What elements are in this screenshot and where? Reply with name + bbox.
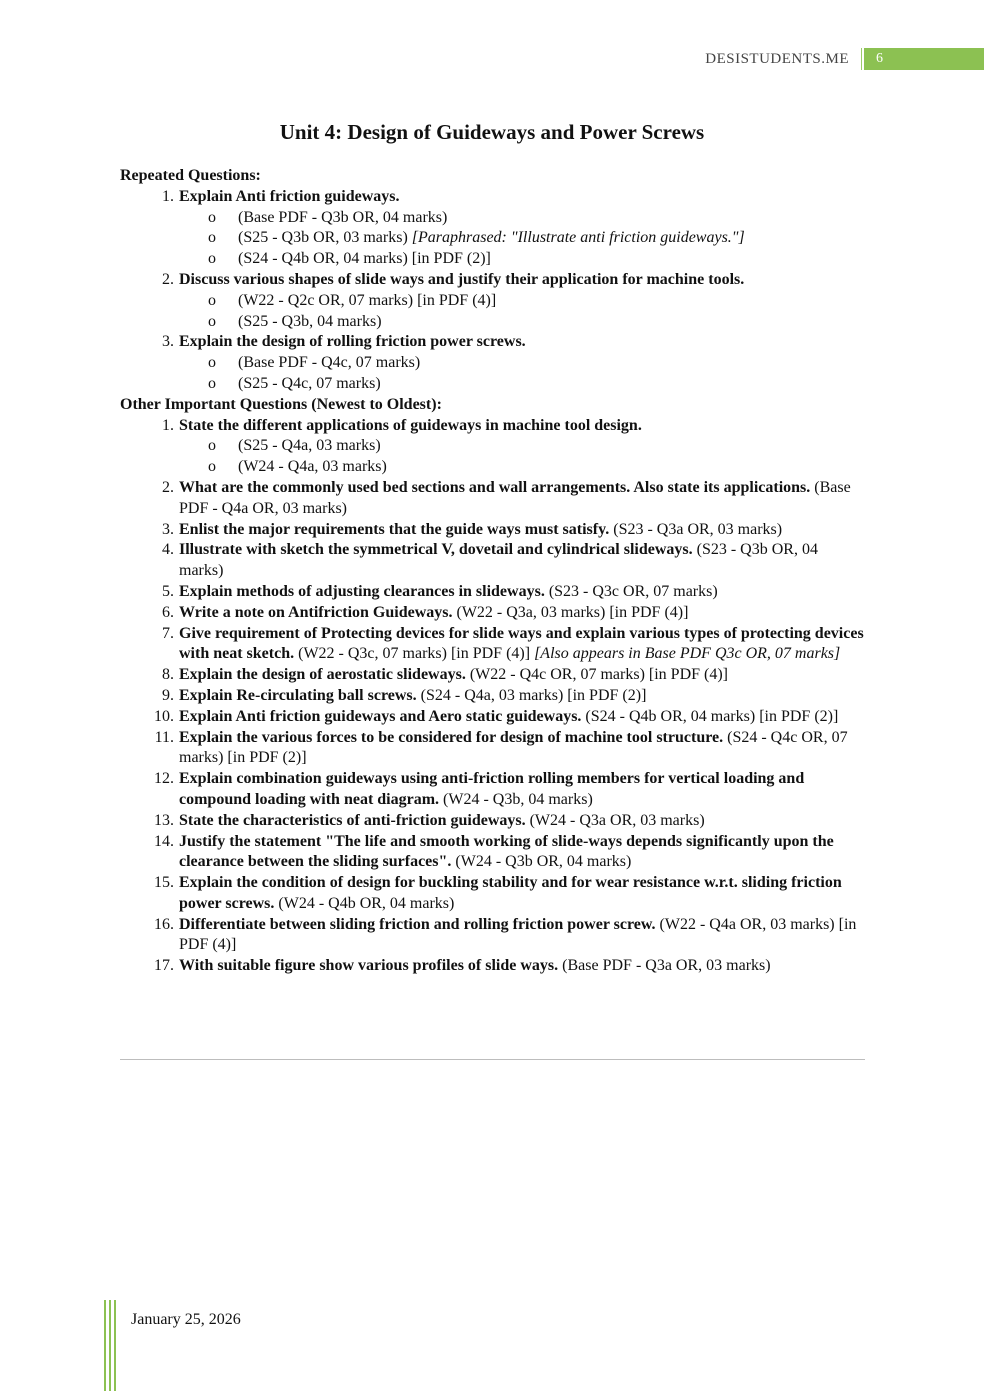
accent-bar [104, 1300, 106, 1391]
bullet-marker: o [208, 437, 216, 455]
question-reference: (S23 - Q3a OR, 03 marks) [609, 520, 783, 538]
question-reference: (Base PDF - Q4a OR, 03 marks) [179, 478, 851, 517]
other-question [120, 520, 865, 541]
question-reference: (W22 - Q4a OR, 03 marks) [in PDF (4)] [179, 915, 857, 954]
question-number: 3. [162, 520, 174, 538]
bullet-marker: o [208, 374, 216, 392]
question-number: 1. [162, 187, 174, 205]
sub-reference [120, 436, 865, 457]
other-question [120, 769, 865, 811]
question-reference: (Base PDF - Q3a OR, 03 marks) [558, 957, 771, 975]
question-number: 5. [162, 582, 174, 600]
question-reference: (W22 - Q3a, 03 marks) [in PDF (4)] [452, 603, 689, 621]
question-number: 6. [162, 603, 174, 621]
question-text: Write a note on Antifriction Guideways. [179, 603, 453, 621]
question-text: State the characteristics of anti-friction guideways. [179, 811, 526, 829]
bullet-marker: o [208, 208, 216, 226]
sub-reference [120, 208, 865, 229]
bullet-marker: o [208, 312, 216, 330]
site-name: DESISTUDENTS.ME [705, 48, 862, 70]
other-question [120, 603, 865, 624]
repeated-question [120, 187, 865, 208]
reference-text: (S24 - Q4b OR, 04 marks) [in PDF (2)] [238, 250, 491, 268]
bullet-marker: o [208, 229, 216, 247]
reference-text: (S25 - Q4c, 07 marks) [238, 374, 381, 392]
question-text: Differentiate between sliding friction and rolling friction power screw. [179, 915, 656, 933]
question-number: 2. [162, 478, 174, 496]
question-reference: (S24 - Q4c OR, 07 marks) [in PDF (2)] [179, 728, 848, 767]
reference-text: (S25 - Q3b OR, 03 marks) [238, 229, 412, 247]
reference-text: (W22 - Q2c OR, 07 marks) [in PDF (4)] [238, 291, 497, 309]
question-reference: (W22 - Q4c OR, 07 marks) [in PDF (4)] [465, 666, 729, 684]
sub-reference [120, 457, 865, 478]
question-text: Explain the design of aerostatic slideways. [179, 666, 466, 684]
question-text: Explain the design of rolling friction power screws. [179, 333, 526, 351]
question-number: 7. [162, 624, 174, 642]
repeated-questions-list [120, 187, 865, 395]
other-question [120, 582, 865, 603]
reference-text: (Base PDF - Q4c, 07 marks) [238, 354, 421, 372]
question-text: Discuss various shapes of slide ways and justify their application for machine tools. [179, 270, 745, 288]
other-question [120, 832, 865, 874]
question-number: 17. [154, 957, 174, 975]
question-reference: (W22 - Q3c, 07 marks) [in PDF (4)] [294, 645, 535, 663]
other-question [120, 478, 865, 520]
question-number: 10. [154, 707, 174, 725]
question-reference: (S23 - Q3c OR, 07 marks) [544, 582, 718, 600]
other-question [120, 624, 865, 666]
question-text: Explain Re-circulating ball screws. [179, 686, 417, 704]
footer-date: January 25, 2026 [131, 1311, 241, 1328]
bullet-marker: o [208, 354, 216, 372]
other-question [120, 811, 865, 832]
question-number: 9. [162, 686, 174, 704]
reference-text: (S25 - Q3b, 04 marks) [238, 312, 382, 330]
question-text: State the different applications of guideways in machine tool design. [179, 416, 642, 434]
repeated-question [120, 332, 865, 353]
question-text: Explain the condition of design for buckling stability and for wear resistance w.r.t. sliding friction power screws. [179, 874, 842, 912]
bullet-marker: o [208, 291, 216, 309]
question-text: Illustrate with sketch the symmetrical V, dovetail and cylindrical slideways. [179, 541, 693, 559]
other-question [120, 707, 865, 728]
page-number: 6 [864, 48, 984, 70]
question-text: What are the commonly used bed sections and wall arrangements. Also state its applications. [179, 478, 811, 496]
question-note: [Also appears in Base PDF Q3c OR, 07 marks] [534, 645, 841, 663]
other-question [120, 540, 865, 582]
content-divider [120, 1059, 865, 1060]
question-text: With suitable figure show various profiles of slide ways. [179, 957, 559, 975]
sub-reference [120, 374, 865, 395]
reference-text: (Base PDF - Q3b OR, 04 marks) [238, 208, 448, 226]
other-question [120, 665, 865, 686]
question-reference: (S24 - Q4a, 03 marks) [in PDF (2)] [416, 686, 647, 704]
sub-reference [120, 249, 865, 270]
other-question [120, 873, 865, 915]
questions-content [120, 166, 865, 977]
reference-text: (W24 - Q4a, 03 marks) [238, 458, 387, 476]
question-number: 8. [162, 666, 174, 684]
question-reference: (W24 - Q4b OR, 04 marks) [274, 894, 455, 912]
question-number: 16. [154, 915, 174, 933]
accent-bar [114, 1300, 116, 1391]
sub-reference [120, 291, 865, 312]
question-number: 3. [162, 333, 174, 351]
question-text: Justify the statement "The life and smooth working of slide-ways depends significantly upon the clearance between the sliding surfaces". [179, 832, 834, 871]
repeated-heading: Repeated Questions: [120, 167, 261, 184]
bullet-marker: o [208, 250, 216, 268]
page-title: Unit 4: Design of Guideways and Power Screws [279, 120, 705, 144]
question-number: 14. [154, 832, 174, 850]
question-text: Explain the various forces to be considered for design of machine tool structure. [179, 728, 724, 746]
question-number: 11. [154, 728, 174, 746]
other-question [120, 686, 865, 707]
question-text: Explain methods of adjusting clearances in slideways. [179, 582, 545, 600]
question-text: Explain combination guideways using anti-friction rolling members for vertical loading and compound loading with neat diagram. [179, 770, 805, 808]
question-reference: (W24 - Q3b, 04 marks) [439, 790, 593, 808]
other-question [120, 915, 865, 957]
repeated-question [120, 270, 865, 291]
question-number: 12. [154, 770, 174, 788]
accent-bar [109, 1300, 111, 1391]
question-reference: (S23 - Q3b OR, 04 marks) [179, 541, 818, 580]
question-text: Explain Anti friction guideways and Aero static guideways. [179, 707, 582, 725]
other-questions-list [120, 416, 865, 978]
other-question [120, 956, 865, 977]
other-question [120, 416, 865, 437]
question-number: 13. [154, 811, 174, 829]
other-heading: Other Important Questions (Newest to Oldest): [120, 395, 442, 413]
question-reference: (W24 - Q3b OR, 04 marks) [451, 853, 632, 871]
sub-reference [120, 228, 865, 249]
question-reference: (S24 - Q4b OR, 04 marks) [in PDF (2)] [581, 707, 839, 725]
sub-reference [120, 312, 865, 333]
question-number: 15. [154, 874, 174, 892]
other-question [120, 728, 865, 770]
reference-note: [Paraphrased: "Illustrate anti friction guideways."] [411, 229, 745, 247]
question-text: Enlist the major requirements that the guide ways must satisfy. [179, 520, 610, 538]
reference-text: (S25 - Q4a, 03 marks) [238, 437, 381, 455]
sub-reference [120, 353, 865, 374]
page-header [705, 48, 984, 70]
question-reference: (W24 - Q3a OR, 03 marks) [525, 811, 705, 829]
question-number: 1. [162, 416, 174, 434]
question-number: 2. [162, 270, 174, 288]
question-text: Explain Anti friction guideways. [179, 187, 400, 205]
bullet-marker: o [208, 458, 216, 476]
question-number: 4. [162, 541, 174, 559]
footer-accent-bars [104, 1300, 120, 1391]
question-text: Give requirement of Protecting devices for slide ways and explain various types of protecting devices with neat sketch. [179, 624, 864, 663]
